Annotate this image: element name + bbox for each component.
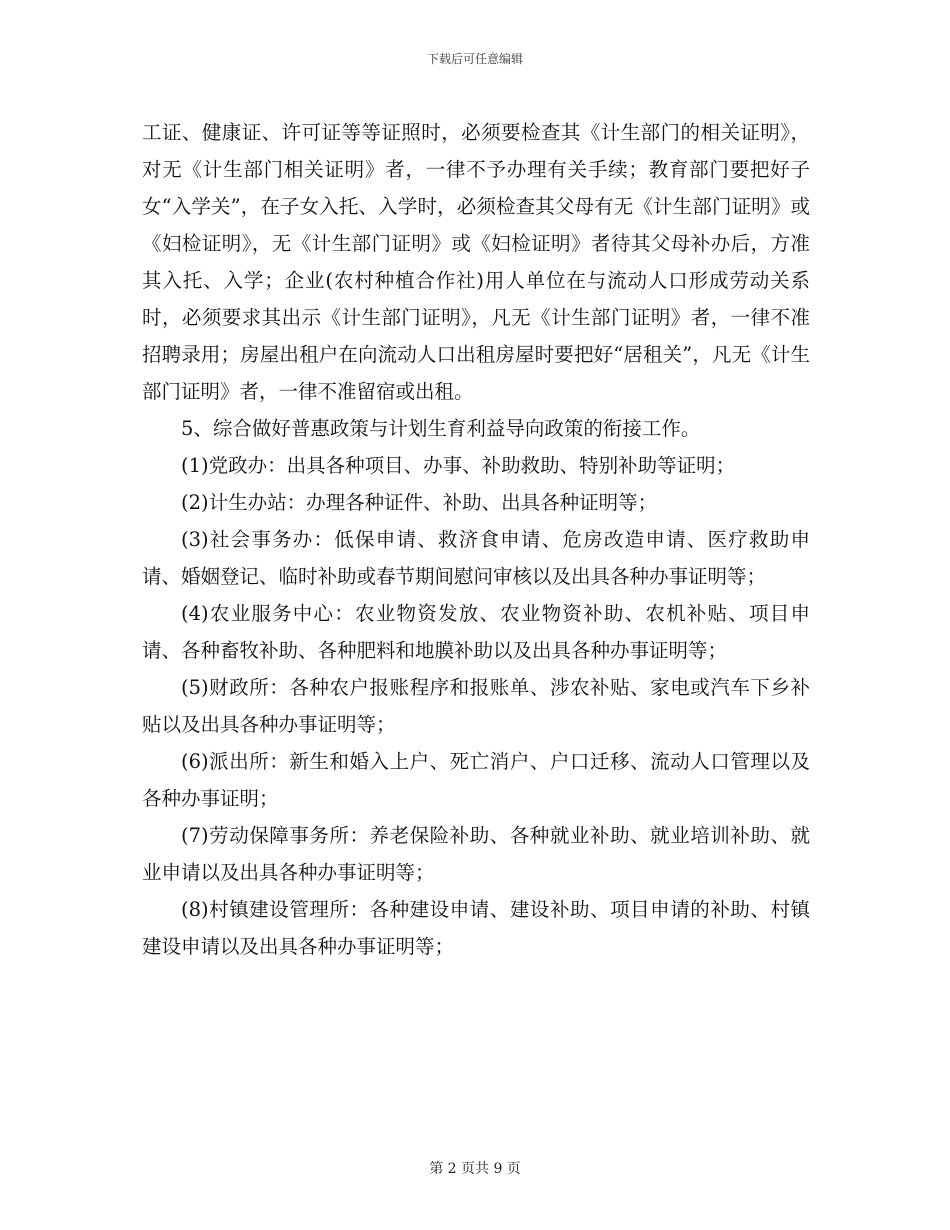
- paragraph-sub-2: (2)计生办站：办理各种证件、补助、出具各种证明等；: [181, 491, 658, 514]
- paragraph-sub-5: (5)财政所：各种农户报账程序和报账单、涉农补贴、家电或汽车下乡补贴以及出具各种办事证明等；: [142, 676, 810, 736]
- page-header: 下载后可任意编辑: [426, 52, 523, 66]
- page-footer: 第 2 页共 9 页: [429, 1161, 521, 1177]
- paragraph-sub-8: (8)村镇建设管理所：各种建设申请、建设补助、项目申请的补助、村镇建设申请以及出具各种办事证明等；: [142, 898, 810, 958]
- document-body: [142, 114, 810, 965]
- paragraph-item-5: 5、综合做好普惠政策与计划生育利益导向政策的衔接工作。: [181, 417, 701, 440]
- paragraph-sub-4: (4)农业服务中心：农业物资发放、农业物资补助、农机补贴、项目申请、各种畜牧补助、各种肥料和地膜补助以及出具各种办事证明等；: [142, 602, 810, 662]
- paragraph-sub-6: (6)派出所：新生和婚入上户、死亡消户、户口迁移、流动人口管理以及各种办事证明；: [142, 750, 810, 810]
- paragraph-sub-1: (1)党政办：出具各种项目、办事、补助救助、特别补助等证明；: [181, 454, 736, 477]
- paragraph-sub-7: (7)劳动保障事务所：养老保险补助、各种就业补助、就业培训补助、就业申请以及出具各种办事证明等；: [142, 824, 810, 884]
- paragraph-continued: 工证、健康证、许可证等等证照时，必须要检查其《计生部门的相关证明》，对无《计生部门相关证明》者，一律不予办理有关手续；教育部门要把好子女“入学关”，在子女入托、入学时，必须检查其父母有无《计生部门证明》或《妇检证明》，无《计生部门证明》或《妇检证明》者待其父母补办后，方准其入托、入学；企业(农村种植合作社)用人单位在与流动人口形成劳动关系时，必须要求其出示《计生部门证明》，凡无《计生部门证明》者，一律不准招聘录用；房屋出租户在向流动人口出租房屋时要把好“居租关”，凡无《计生部门证明》者，一律不准留宿或出租。: [142, 121, 810, 403]
- paragraph-sub-3: (3)社会事务办：低保申请、救济食申请、危房改造申请、医疗救助申请、婚姻登记、临时补助或春节期间慰问审核以及出具各种办事证明等；: [142, 528, 810, 588]
